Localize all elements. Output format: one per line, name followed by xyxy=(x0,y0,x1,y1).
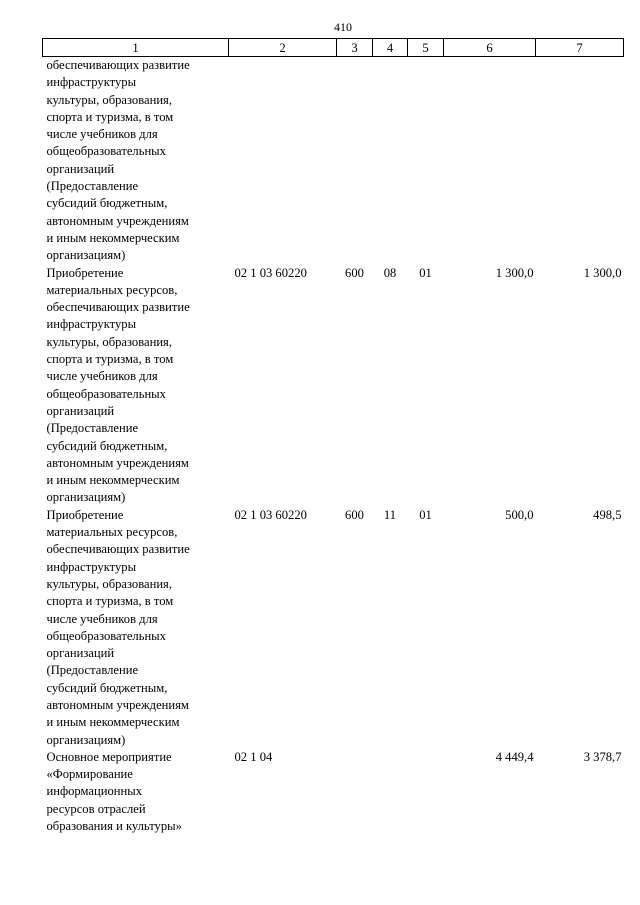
description-line: и иным некоммерческим xyxy=(46,715,180,730)
description-line: материальных ресурсов, xyxy=(46,525,178,540)
row-planned-amount: 1 300,0 xyxy=(495,265,534,280)
row-subsection: 01 xyxy=(419,507,432,522)
row-target-code: 02 1 03 60220 xyxy=(234,265,307,280)
row-target-code xyxy=(229,57,337,265)
row-subsection xyxy=(408,749,444,835)
row-section: 08 xyxy=(383,265,397,280)
column-header-6: 6 xyxy=(444,39,536,57)
column-header-1: 1 xyxy=(43,39,229,57)
description-line: автономным учреждениям xyxy=(46,213,189,228)
description-line: организациям) xyxy=(46,248,126,263)
row-planned-amount: 500,0 xyxy=(505,507,534,522)
description-line: ресурсов отраслей xyxy=(46,801,146,816)
row-description xyxy=(43,57,229,265)
row-executed-amount xyxy=(536,57,624,265)
description-line: и иным некоммерческим xyxy=(46,230,180,245)
description-line: спорта и туризма, в том xyxy=(46,352,174,367)
row-subsection: 01 xyxy=(419,265,432,280)
column-header-2: 2 xyxy=(229,39,337,57)
description-line: (Предоставление xyxy=(46,421,139,436)
description-line: субсидий бюджетным, xyxy=(46,680,168,695)
description-line: числе учебников для xyxy=(46,611,158,626)
row-expense-type xyxy=(337,57,373,265)
row-section: 11 xyxy=(383,507,397,522)
description-line: обеспечивающих развитие xyxy=(46,58,190,72)
description-line: и иным некоммерческим xyxy=(46,473,180,488)
description-line: инфраструктуры xyxy=(46,317,137,332)
row-executed-amount: 1 300,0 xyxy=(583,265,622,280)
row-planned-amount xyxy=(444,57,536,265)
column-header-3: 3 xyxy=(337,39,373,57)
row-executed-amount: 498,5 xyxy=(593,507,622,522)
description-line: культуры, образования, xyxy=(46,334,173,349)
description-line: образования и культуры» xyxy=(46,819,182,834)
description-line: информационных xyxy=(46,784,143,799)
header-row xyxy=(43,39,624,57)
description-line: организаций xyxy=(46,403,115,418)
table-header xyxy=(43,39,624,57)
description-line: (Предоставление xyxy=(46,179,139,194)
description-line: субсидий бюджетным, xyxy=(46,196,168,211)
column-header-4: 4 xyxy=(373,39,408,57)
row-subsection xyxy=(408,57,444,265)
row-section xyxy=(373,749,408,835)
description-line: Приобретение xyxy=(46,265,124,280)
description-line: обеспечивающих развитие xyxy=(46,542,190,557)
description-line: материальных ресурсов, xyxy=(46,282,178,297)
row-target-code: 02 1 03 60220 xyxy=(234,507,307,522)
row-expense-type: 600 xyxy=(345,265,364,280)
description-line: организациям) xyxy=(46,732,126,747)
description-line: субсидий бюджетным, xyxy=(46,438,168,453)
description-line: культуры, образования, xyxy=(46,92,173,107)
row-planned-amount: 4 449,4 xyxy=(495,749,534,764)
description-line: числе учебников для xyxy=(46,369,158,384)
description-line: Приобретение xyxy=(46,507,124,522)
description-line: спорта и туризма, в том xyxy=(46,109,174,124)
description-line: организаций xyxy=(46,161,115,176)
description-line: инфраструктуры xyxy=(46,75,137,90)
description-line: культуры, образования, xyxy=(46,576,173,591)
table-body xyxy=(43,57,624,836)
column-header-5: 5 xyxy=(408,39,444,57)
row-expense-type: 600 xyxy=(345,507,364,522)
row-description xyxy=(43,265,229,507)
budget-table xyxy=(42,38,624,835)
description-line: автономным учреждениям xyxy=(46,697,189,712)
description-line: Основное мероприятие xyxy=(46,749,172,764)
description-line: общеобразовательных xyxy=(46,386,166,401)
description-line: (Предоставление xyxy=(46,663,139,678)
table-row xyxy=(43,57,624,265)
description-line: спорта и туризма, в том xyxy=(46,594,174,609)
description-line: общеобразовательных xyxy=(46,628,166,643)
row-expense-type xyxy=(337,749,373,835)
table-row xyxy=(43,507,624,749)
page-number: 410 xyxy=(334,20,352,34)
row-description xyxy=(43,749,229,835)
description-line: обеспечивающих развитие xyxy=(46,300,190,315)
table-row xyxy=(43,265,624,507)
description-line: «Формирование xyxy=(46,767,133,782)
description-line: автономным учреждениям xyxy=(46,455,189,470)
row-description xyxy=(43,507,229,749)
column-header-7: 7 xyxy=(536,39,624,57)
description-line: инфраструктуры xyxy=(46,559,137,574)
description-line: организациям) xyxy=(46,490,126,505)
description-line: организаций xyxy=(46,646,115,661)
table-row xyxy=(43,749,624,835)
description-line: общеобразовательных xyxy=(46,144,166,159)
description-line: числе учебников для xyxy=(46,127,158,142)
row-section xyxy=(373,57,408,265)
row-target-code: 02 1 04 xyxy=(234,749,273,764)
row-executed-amount: 3 378,7 xyxy=(583,749,622,764)
